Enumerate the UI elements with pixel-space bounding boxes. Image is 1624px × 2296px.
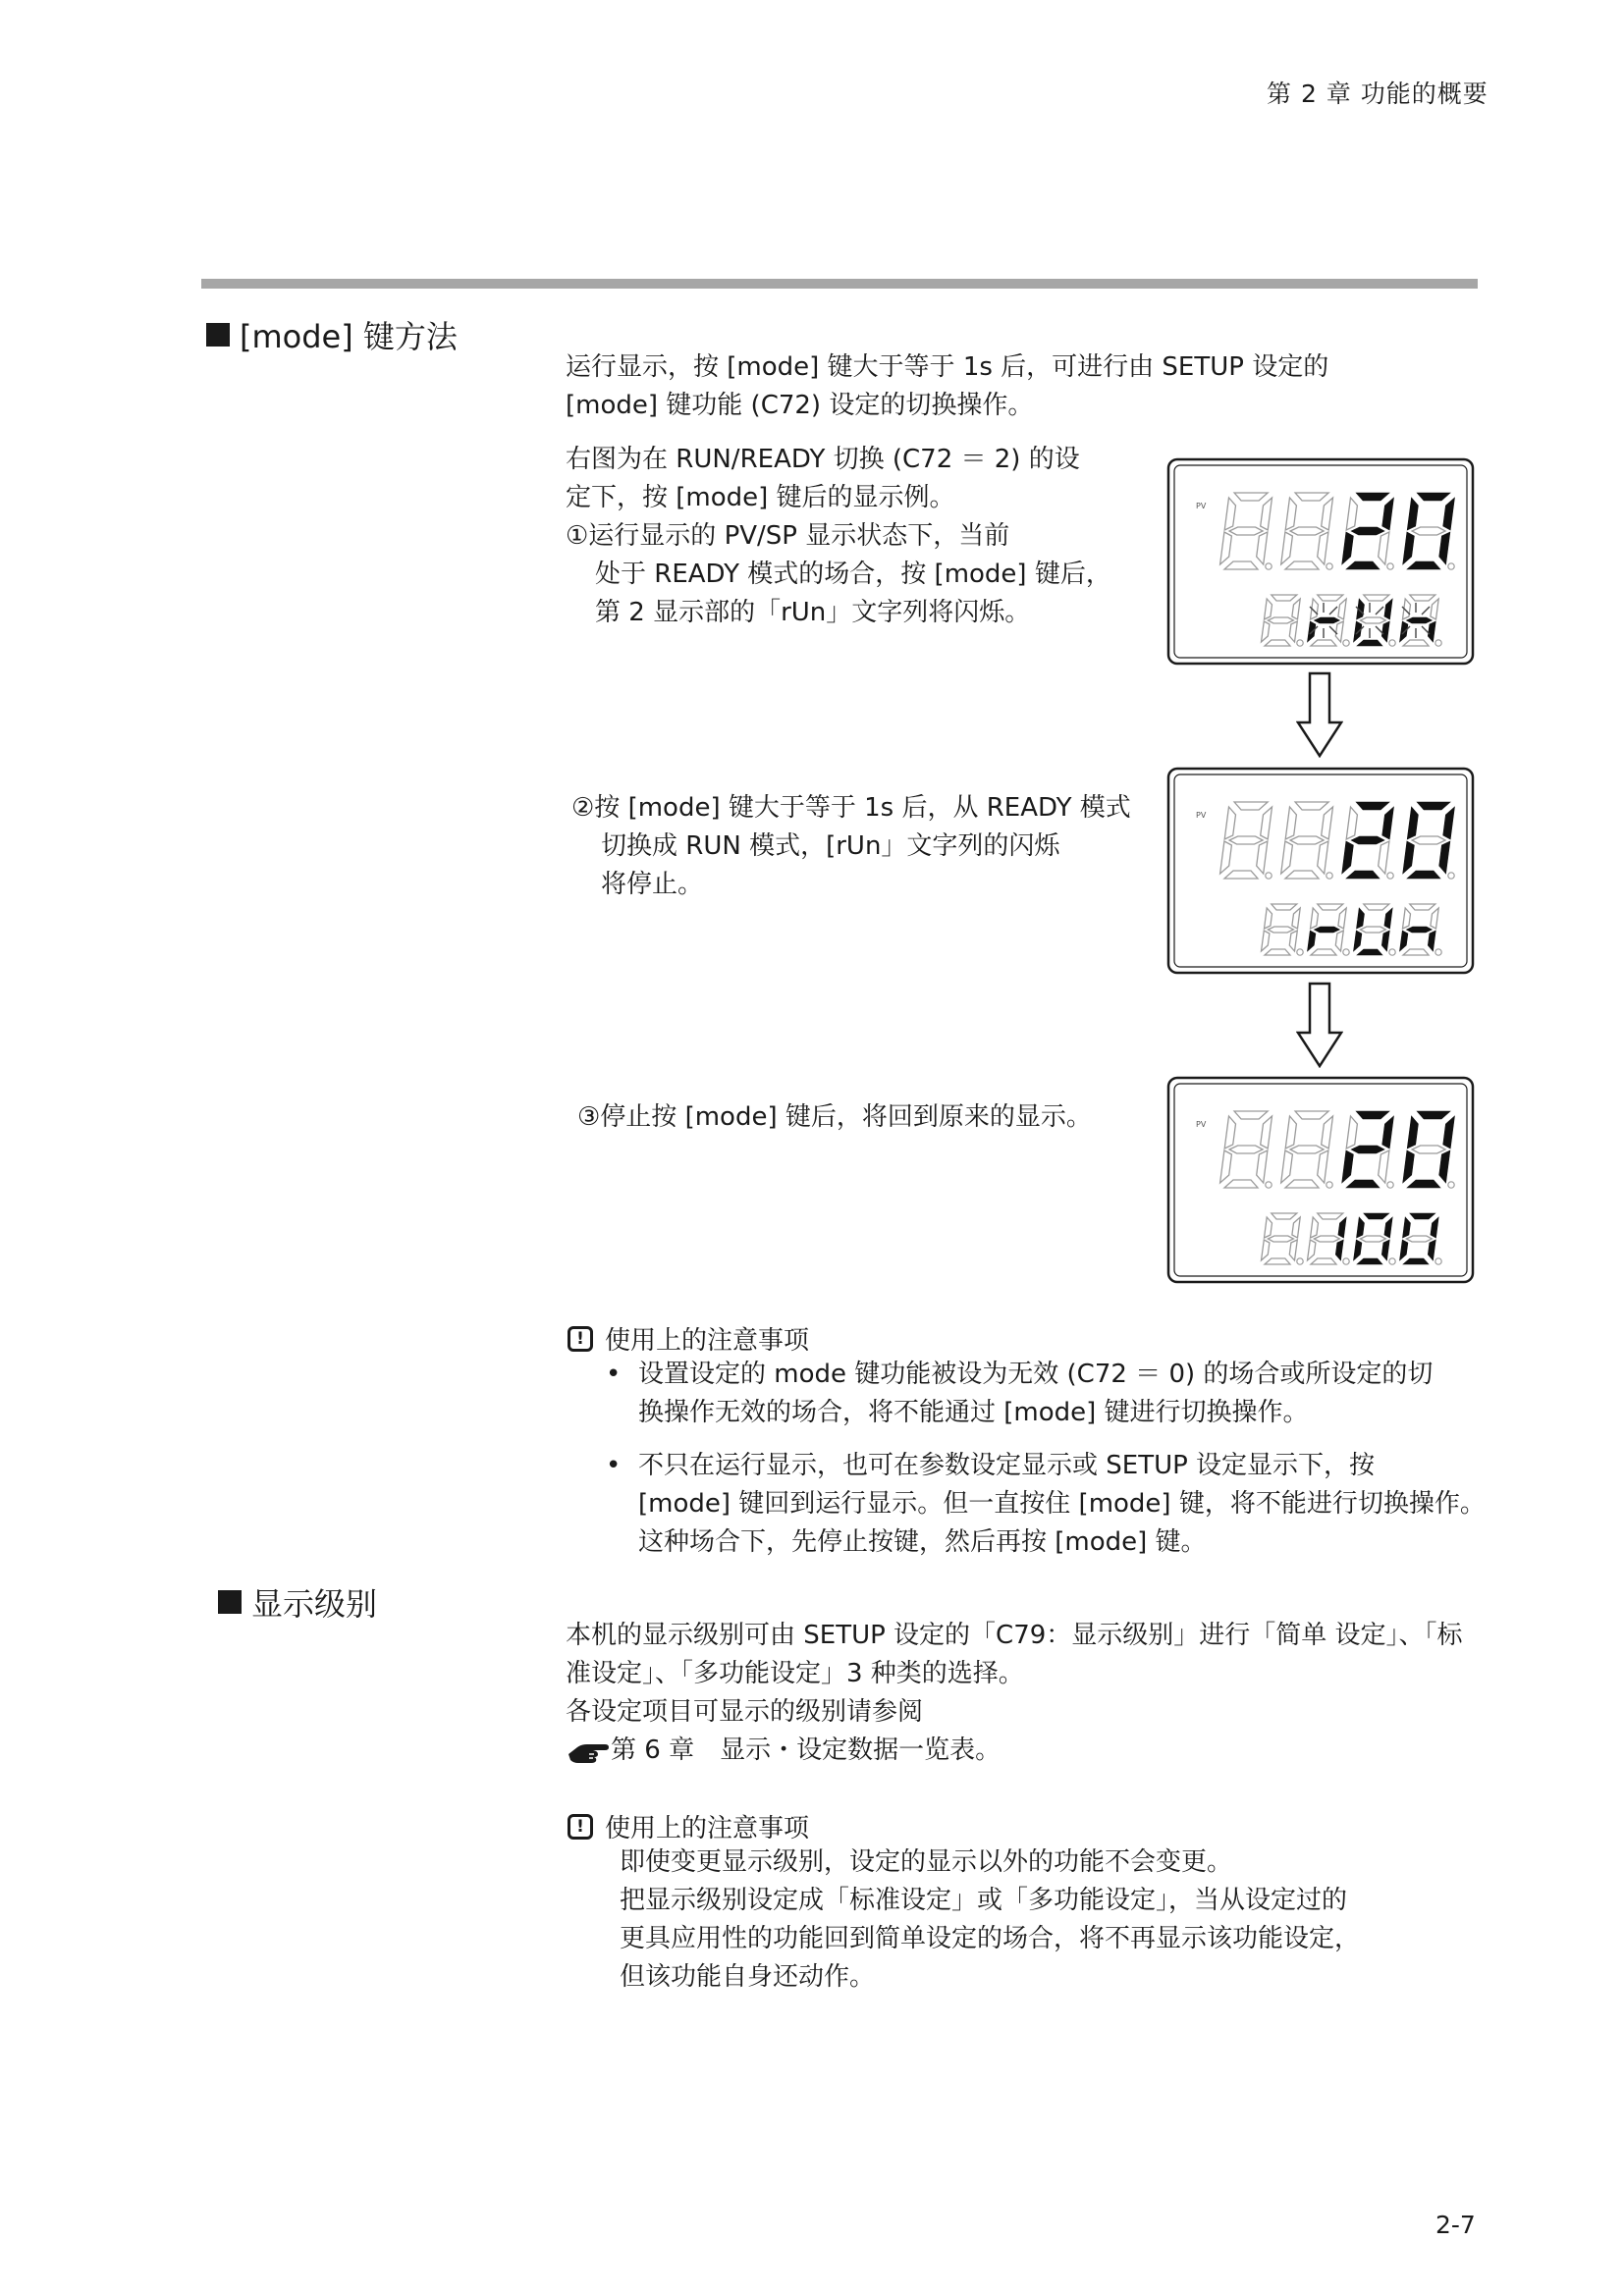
decimal-point (1389, 1258, 1395, 1264)
decimal-point (1435, 949, 1441, 955)
list-item (606, 1356, 1486, 1432)
square-bullet-icon (218, 1590, 242, 1614)
decimal-point (1435, 640, 1441, 646)
unlit-segment (1412, 836, 1445, 844)
lit-segment (1406, 927, 1432, 933)
list-item (606, 1447, 1486, 1562)
decimal-point (1266, 873, 1272, 879)
text-line: 右图为在 RUN/READY 切换 (C72 ＝ 2) 的设 (566, 445, 1080, 474)
unlit-segment (1290, 836, 1324, 844)
text-line: [mode] 键回到运行显示。但一直按住 [mode] 键，将不能进行切换操作。 (638, 1489, 1486, 1519)
unlit-segment (1314, 1236, 1339, 1242)
text-line: ①运行显示的 PV/SP 显示状态下，当前 (566, 521, 1010, 551)
unlit-segment (1229, 836, 1263, 844)
decimal-point (1297, 1258, 1303, 1264)
reference-text: 第 6 章 显示・设定数据一览表。 (611, 1735, 1001, 1765)
unlit-segment (1290, 527, 1324, 535)
intro-paragraph (566, 348, 1328, 425)
pv-label: PV (1196, 502, 1207, 510)
decimal-point (1326, 873, 1332, 879)
pointing-hand-icon (566, 1737, 611, 1765)
decimal-point (1448, 873, 1454, 879)
section-title-mode-key (206, 312, 458, 357)
unlit-segment (1360, 1236, 1385, 1242)
bullet-icon: • (606, 1360, 622, 1389)
display-example-2 (1166, 767, 1475, 975)
unlit-segment (1268, 927, 1293, 933)
section-title-text: 显示级别 (251, 1585, 378, 1623)
unlit-segment (1290, 1146, 1324, 1153)
note-title: 使用上的注意事项 (605, 1814, 810, 1843)
display-level-paragraph (566, 1617, 1463, 1770)
unlit-segment (1229, 527, 1263, 535)
step-3-text (577, 1098, 1092, 1137)
decimal-point (1297, 949, 1303, 955)
decimal-point (1297, 640, 1303, 646)
text-line: 第 2 显示部的「rUn」文字列将闪烁。 (595, 598, 1031, 627)
text-line: 准设定」、「多功能设定」3 种类的选择。 (566, 1659, 1024, 1688)
text-line: ③停止按 [mode] 键后，将回到原来的显示。 (577, 1102, 1092, 1132)
decimal-point (1343, 949, 1349, 955)
down-arrow-icon (1296, 982, 1343, 1068)
text-line: 但该功能自身还动作。 (620, 1962, 876, 1992)
section-title-text: [mode] 键方法 (240, 318, 458, 355)
unlit-segment (1229, 1146, 1263, 1153)
reference-line (566, 1732, 1463, 1770)
caution-note-body (620, 1843, 1360, 1997)
unlit-segment (1268, 617, 1293, 623)
decimal-point (1326, 563, 1332, 569)
text-line: 换操作无效的场合，将不能通过 [mode] 键进行切换操作。 (638, 1398, 1309, 1427)
unlit-segment (1412, 1146, 1445, 1153)
text-line: 处于 READY 模式的场合，按 [mode] 键后， (595, 560, 1111, 589)
decimal-point (1266, 563, 1272, 569)
text-line: [mode] 键功能 (C72) 设定的切换操作。 (566, 391, 1034, 420)
text-line: 把显示级别设定成「标准设定」或「多功能设定」，当从设定过的 (620, 1886, 1348, 1915)
text-line: 运行显示，按 [mode] 键大于等于 1s 后，可进行由 SETUP 设定的 (566, 352, 1329, 382)
decimal-point (1266, 1182, 1272, 1188)
unlit-segment (1360, 927, 1385, 933)
text-line: 即使变更显示级别，设定的显示以外的功能不会变更。 (620, 1847, 1233, 1877)
lit-segment (1314, 617, 1339, 623)
square-bullet-icon (206, 323, 230, 347)
decimal-point (1387, 563, 1393, 569)
text-line: 将停止。 (601, 870, 704, 899)
warning-icon: ! (568, 1326, 593, 1352)
decimal-point (1343, 640, 1349, 646)
text-line: 定下，按 [mode] 键后的显示例。 (566, 483, 955, 512)
bullet-icon: • (606, 1451, 622, 1480)
example-description (566, 441, 1111, 632)
section-title-display-level (218, 1579, 377, 1625)
display-example-3 (1166, 1076, 1475, 1284)
decimal-point (1343, 1258, 1349, 1264)
page-number: 2-7 (1435, 2211, 1476, 2239)
section-divider (201, 279, 1478, 289)
decimal-point (1389, 949, 1395, 955)
pv-label: PV (1196, 1120, 1207, 1129)
caution-note-heading (568, 1320, 809, 1357)
text-line: 不只在运行显示，也可在参数设定显示或 SETUP 设定显示下，按 (638, 1451, 1376, 1480)
decimal-point (1387, 1182, 1393, 1188)
display-example-1 (1166, 457, 1475, 666)
decimal-point (1448, 563, 1454, 569)
unlit-segment (1360, 617, 1385, 623)
step-2-text (571, 789, 1131, 904)
lit-segment (1406, 617, 1432, 623)
decimal-point (1387, 873, 1393, 879)
decimal-point (1435, 1258, 1441, 1264)
decimal-point (1448, 1182, 1454, 1188)
text-line: 这种场合下，先停止按键，然后再按 [mode] 键。 (638, 1527, 1207, 1557)
warning-icon: ! (568, 1814, 593, 1840)
unlit-segment (1268, 1236, 1293, 1242)
caution-bullet-list (606, 1356, 1486, 1562)
lit-segment (1314, 927, 1339, 933)
text-line: 切换成 RUN 模式，[rUn」文字列的闪烁 (601, 831, 1060, 861)
text-line: ②按 [mode] 键大于等于 1s 后，从 READY 模式 (571, 793, 1131, 823)
caution-note-heading (568, 1808, 809, 1844)
decimal-point (1326, 1182, 1332, 1188)
chapter-header: 第 2 章 功能的概要 (1267, 80, 1489, 108)
decimal-point (1389, 640, 1395, 646)
unlit-segment (1406, 1236, 1432, 1242)
note-title: 使用上的注意事项 (605, 1326, 810, 1356)
pv-label: PV (1196, 811, 1207, 820)
text-line: 本机的显示级别可由 SETUP 设定的「C79：显示级别」进行「简单 设定」、「标 (566, 1621, 1463, 1650)
down-arrow-icon (1296, 671, 1343, 758)
text-line: 更具应用性的功能回到简单设定的场合，将不再显示该功能设定， (620, 1924, 1361, 1953)
text-line: 各设定项目可显示的级别请参阅 (566, 1697, 924, 1727)
unlit-segment (1412, 527, 1445, 535)
text-line: 设置设定的 mode 键功能被设为无效 (C72 ＝ 0) 的场合或所设定的切 (638, 1360, 1434, 1389)
